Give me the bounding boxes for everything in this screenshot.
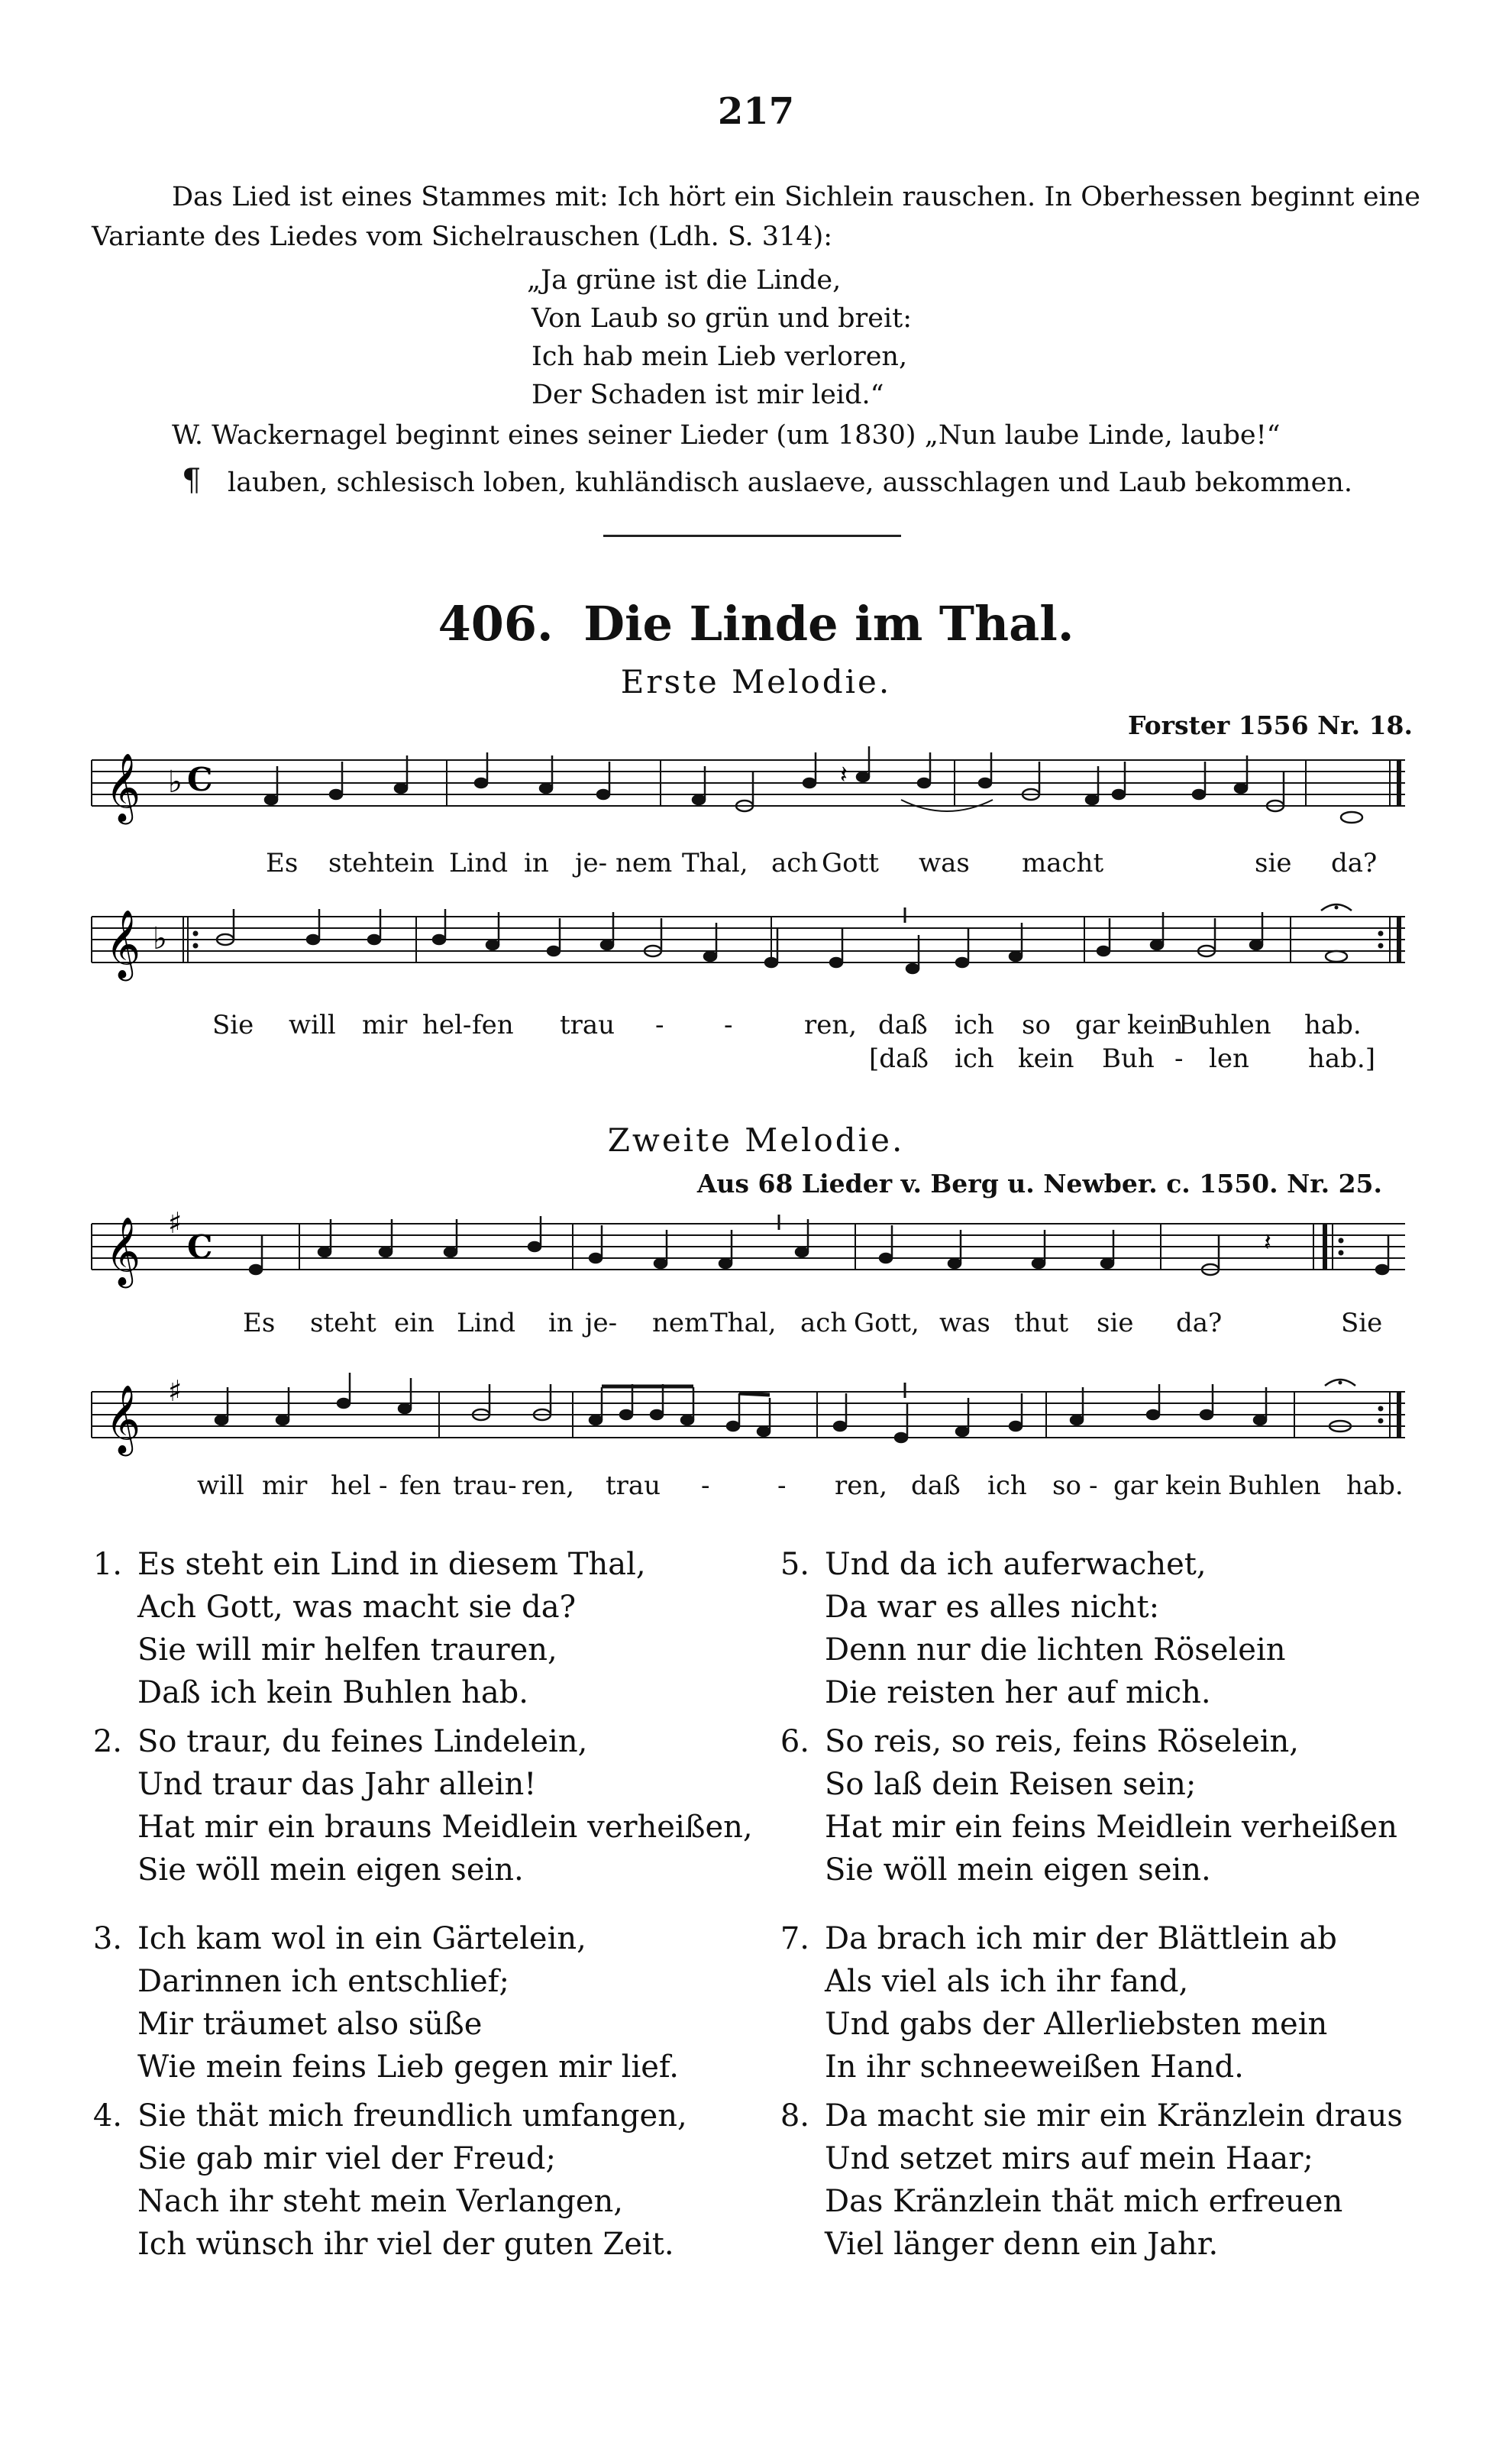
stanza-number: 5. bbox=[780, 1547, 809, 1582]
stanzas-left bbox=[76, 1543, 779, 2422]
quote-line: Der Schaden ist mir leid.“ bbox=[531, 380, 884, 410]
stanza-line: Hat mir ein brauns Meidlein verheißen, bbox=[137, 1810, 753, 1845]
song-number: 406. bbox=[438, 596, 554, 652]
lyric-syllable: so bbox=[1022, 1010, 1051, 1040]
intro-paragraph: Das Lied ist eines Stammes mit: Ich hört ein Sichlein rauschen. In Oberhessen beginnt eine Variante des Liedes vom Sichelrauschen (Ldh. S. 314): bbox=[92, 182, 1420, 252]
stanza-line: Wie mein feins Lieb gegen mir lief. bbox=[137, 2049, 680, 2085]
melody2-source: Aus 68 Lieder v. Berg u. Newber. c. 1550. Nr. 25. bbox=[696, 1169, 1382, 1199]
lyric-syllable: daß bbox=[878, 1010, 928, 1040]
stanza-line: Darinnen ich entschlief; bbox=[137, 1964, 509, 1999]
melody1-source: Forster 1556 Nr. 18. bbox=[1128, 710, 1413, 740]
stanza-line: In ihr schneeweißen Hand. bbox=[825, 2049, 1244, 2085]
lyric-syllable: ach bbox=[771, 848, 819, 878]
quote-line: Ich hab mein Lieb verloren, bbox=[531, 341, 908, 372]
lyric-syllable: so bbox=[1052, 1470, 1081, 1501]
lyric-syllable: sie bbox=[1097, 1308, 1134, 1338]
lyric-syllable: Sie bbox=[1341, 1308, 1383, 1338]
quote-line: „Ja grüne ist die Linde, bbox=[527, 265, 842, 296]
lyric-syllable: trau bbox=[560, 1010, 615, 1040]
svg-text:𝄽: 𝄽 bbox=[1264, 1228, 1271, 1257]
svg-text:𝄽: 𝄽 bbox=[840, 760, 848, 789]
lyric-syllable: Gott bbox=[822, 848, 879, 878]
stanza-line: Da war es alles nicht: bbox=[825, 1590, 1160, 1625]
stanza-line: Sie will mir helfen trauren, bbox=[137, 1632, 557, 1668]
stanza-line: Hat mir ein feins Meidlein verheißen bbox=[825, 1810, 1397, 1845]
melody2-staff-1 bbox=[92, 1206, 1413, 1286]
lyric-syllable: Es bbox=[266, 848, 299, 878]
svg-text:𝄞: 𝄞 bbox=[105, 1217, 141, 1286]
stanza-line: So reis, so reis, feins Röselein, bbox=[825, 1724, 1300, 1759]
lyric-syllable: je- bbox=[575, 848, 608, 878]
stanza-line: So laß dein Reisen sein; bbox=[825, 1767, 1197, 1802]
stanza-number: 4. bbox=[92, 2098, 122, 2134]
lyric-syllable: daß bbox=[911, 1470, 961, 1501]
lyric-syllable: nem bbox=[652, 1308, 709, 1338]
lyric-syllable: fen bbox=[472, 1010, 514, 1040]
lyric-syllable: Es bbox=[243, 1308, 276, 1338]
stanza-line: Da brach ich mir der Blättlein ab bbox=[825, 1921, 1337, 1956]
lyric-syllable: Buhlen bbox=[1228, 1470, 1321, 1501]
svg-text:♭: ♭ bbox=[168, 765, 183, 800]
stanza-number: 7. bbox=[780, 1921, 809, 1956]
lyric-syllable: ach bbox=[800, 1308, 848, 1338]
lyric-syllable: ein bbox=[394, 848, 435, 878]
lyric-syllable: was bbox=[939, 1308, 990, 1338]
lyric-syllable: len bbox=[1209, 1043, 1249, 1074]
lyric-syllable: mir bbox=[262, 1470, 308, 1501]
lyric-syllable: Buhlen bbox=[1178, 1010, 1271, 1040]
melody1-staff-1 bbox=[92, 752, 1413, 822]
song-name: Die Linde im Thal. bbox=[583, 596, 1074, 652]
quote-block bbox=[527, 261, 912, 414]
etymology-note: lauben, schlesisch loben, kuhländisch auslaeve, ausschlagen und Laub bekommen. bbox=[228, 467, 1352, 498]
lyric-syllable: thut bbox=[1014, 1308, 1069, 1338]
lyric-syllable: da? bbox=[1176, 1308, 1223, 1338]
svg-text:♯: ♯ bbox=[168, 1206, 183, 1240]
lyric-syllable: gar bbox=[1113, 1470, 1158, 1501]
stanza-line: Ach Gott, was macht sie da? bbox=[137, 1590, 577, 1625]
stanza-line: Viel länger denn ein Jahr. bbox=[825, 2227, 1219, 2262]
stanza-line: Sie wöll mein eigen sein. bbox=[825, 1852, 1211, 1888]
lyric-syllable: gar bbox=[1075, 1010, 1120, 1040]
stanza-line: Nach ihr steht mein Verlangen, bbox=[137, 2184, 623, 2219]
lyric-syllable: hab. bbox=[1346, 1470, 1404, 1501]
lyric-syllable: - bbox=[379, 1470, 388, 1501]
stanza-line: Da macht sie mir ein Kränzlein draus bbox=[825, 2098, 1403, 2134]
wackernagel-note: W. Wackernagel beginnt eines seiner Lieder (um 1830) „Nun laube Linde, laube!“ bbox=[172, 420, 1281, 451]
stanza-line: Und setzet mirs auf mein Haar; bbox=[825, 2141, 1313, 2176]
lyric-syllable: - bbox=[777, 1470, 787, 1501]
lyric-syllable: sie bbox=[1255, 848, 1292, 878]
lyric-syllable: Thal, bbox=[682, 848, 748, 878]
lyric-syllable: - bbox=[724, 1010, 733, 1040]
stanza-line: Das Kränzlein thät mich erfreuen bbox=[825, 2184, 1343, 2219]
svg-text:♯: ♯ bbox=[168, 1374, 183, 1408]
quote-line: Von Laub so grün und breit: bbox=[531, 303, 912, 334]
lyric-syllable: hel- bbox=[422, 1010, 472, 1040]
stanza-line: Ich wünsch ihr viel der guten Zeit. bbox=[137, 2227, 674, 2262]
song-title bbox=[0, 596, 1512, 652]
lyric-syllable: kein bbox=[1127, 1010, 1184, 1040]
stanza-line: Ich kam wol in ein Gärtelein, bbox=[137, 1921, 586, 1956]
lyric-syllable: ich bbox=[987, 1470, 1027, 1501]
lyric-syllable: - bbox=[655, 1010, 664, 1040]
stanza-number: 8. bbox=[780, 2098, 809, 2134]
lyric-syllable: ich bbox=[955, 1043, 994, 1074]
stanza-line: Mir träumet also süße bbox=[137, 2007, 483, 2042]
lyric-syllable: hab.] bbox=[1308, 1043, 1376, 1074]
stanza-line: So traur, du feines Lindelein, bbox=[137, 1724, 588, 1759]
lyric-syllable: will bbox=[197, 1470, 244, 1501]
stanza-line: Es steht ein Lind in diesem Thal, bbox=[137, 1547, 646, 1582]
stanza-line: Denn nur die lichten Röselein bbox=[825, 1632, 1286, 1668]
pilcrow-symbol: ¶ bbox=[182, 463, 202, 498]
stanza-number: 3. bbox=[92, 1921, 122, 1956]
lyric-syllable: was bbox=[919, 848, 970, 878]
lyric-syllable: trau bbox=[606, 1470, 661, 1501]
lyric-syllable: [daß bbox=[869, 1043, 929, 1074]
stanza-line: Die reisten her auf mich. bbox=[825, 1675, 1211, 1710]
page-number: 217 bbox=[717, 90, 795, 133]
lyric-syllable: kein bbox=[1165, 1470, 1222, 1501]
lyric-syllable: je- bbox=[585, 1308, 618, 1338]
stanza-line: Sie wöll mein eigen sein. bbox=[137, 1852, 524, 1888]
lyric-syllable: ich bbox=[955, 1010, 994, 1040]
stanza-line: Als viel als ich ihr fand, bbox=[825, 1964, 1189, 1999]
lyric-syllable: kein bbox=[1018, 1043, 1074, 1074]
stanza-line: Daß ich kein Buhlen hab. bbox=[137, 1675, 528, 1710]
lyric-syllable: nem bbox=[615, 848, 673, 878]
melody1-heading: Erste Melodie. bbox=[620, 663, 892, 700]
lyric-syllable: - bbox=[1089, 1470, 1098, 1501]
stanza-line: Sie thät mich freundlich umfangen, bbox=[137, 2098, 687, 2134]
lyric-syllable: Sie bbox=[212, 1010, 254, 1040]
lyric-syllable: mir bbox=[362, 1010, 408, 1040]
lyric-syllable: ein bbox=[394, 1308, 435, 1338]
lyric-syllable: - bbox=[1174, 1043, 1184, 1074]
svg-text:𝄞: 𝄞 bbox=[105, 1385, 141, 1454]
lyric-syllable: fen bbox=[399, 1470, 441, 1501]
lyric-syllable: Gott, bbox=[854, 1308, 919, 1338]
lyric-syllable: ren, bbox=[522, 1470, 575, 1501]
lyric-syllable: - bbox=[701, 1470, 710, 1501]
lyric-syllable: Thal, bbox=[710, 1308, 777, 1338]
svg-text:C: C bbox=[187, 1228, 213, 1266]
lyric-syllable: in bbox=[548, 1308, 573, 1338]
section-divider bbox=[603, 535, 901, 537]
stanza-line: Und gabs der Allerliebsten mein bbox=[825, 2007, 1328, 2042]
lyric-syllable: Buh bbox=[1102, 1043, 1155, 1074]
stanza-line: Und da ich auferwachet, bbox=[825, 1547, 1207, 1582]
lyric-syllable: Lind bbox=[457, 1308, 516, 1338]
lyric-syllable: steht bbox=[310, 1308, 376, 1338]
stanza-line: Und traur das Jahr allein! bbox=[137, 1767, 537, 1802]
stanza-number: 2. bbox=[92, 1724, 122, 1759]
stanza-line: Sie gab mir viel der Freud; bbox=[137, 2141, 556, 2176]
lyric-syllable: ren, bbox=[835, 1470, 888, 1501]
lyric-syllable: ren, bbox=[804, 1010, 858, 1040]
svg-text:𝄞: 𝄞 bbox=[105, 910, 141, 979]
stanzas-right bbox=[764, 1543, 1497, 2422]
melody1-staff-2 bbox=[92, 909, 1413, 979]
lyric-syllable: macht bbox=[1022, 848, 1104, 878]
lyric-syllable: in bbox=[524, 848, 549, 878]
melody2-staff-2 bbox=[92, 1374, 1413, 1454]
lyric-syllable: hab. bbox=[1304, 1010, 1362, 1040]
svg-text:♭: ♭ bbox=[153, 921, 167, 956]
svg-text:𝄞: 𝄞 bbox=[105, 753, 141, 822]
lyric-syllable: steht bbox=[328, 848, 395, 878]
lyric-syllable: da? bbox=[1331, 848, 1378, 878]
melody2-heading: Zweite Melodie. bbox=[607, 1121, 905, 1159]
lyric-syllable: hel bbox=[331, 1470, 371, 1501]
lyric-syllable: trau- bbox=[453, 1470, 517, 1501]
stanza-number: 1. bbox=[92, 1547, 122, 1582]
stanza-number: 6. bbox=[780, 1724, 809, 1759]
lyric-syllable: Lind bbox=[449, 848, 509, 878]
lyric-syllable: will bbox=[289, 1010, 336, 1040]
svg-text:C: C bbox=[187, 761, 213, 798]
